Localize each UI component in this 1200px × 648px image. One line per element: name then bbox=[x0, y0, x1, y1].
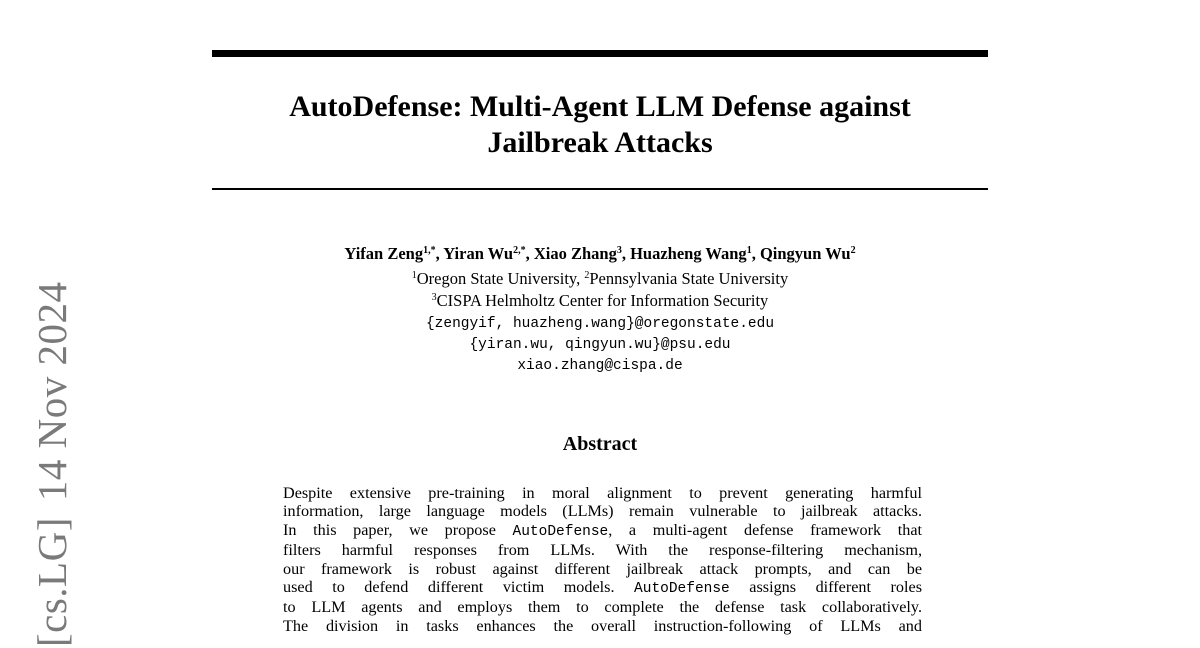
affiliation-cispa: CISPA Helmholtz Center for Information Security bbox=[436, 291, 769, 310]
system-name-code: AutoDefense bbox=[512, 523, 609, 540]
author-affiliation-marker: 1 bbox=[746, 245, 752, 256]
abstract-line: used to defend different victim models. AutoDefense assigns different roles bbox=[283, 578, 922, 598]
author-affiliation-marker: 1,* bbox=[423, 245, 436, 256]
arxiv-category: [cs.LG] bbox=[29, 517, 75, 647]
author-email: xiao.zhang@cispa.de bbox=[517, 358, 683, 374]
arxiv-identifier-stamp bbox=[28, 282, 76, 647]
paper-title-line-1: AutoDefense: Multi-Agent LLM Defense against bbox=[289, 90, 911, 123]
author-affiliation-marker: 2 bbox=[850, 245, 856, 256]
author-list: Yifan Zeng$^{1,*}$, Yiran $Wu^{2,*}$, Xiao Zhang$^3$, Huazheng Wang$^1$, Qingyun Wu$^2$ bbox=[344, 244, 856, 263]
abstract-line: our framework is robust against different jailbreak attack prompts, and can be bbox=[283, 559, 922, 578]
author-name: Xiao Zhang bbox=[533, 244, 617, 263]
author-name: Qingyun Wu bbox=[759, 244, 851, 263]
affiliation-marker: 2 bbox=[584, 270, 590, 281]
abstract-line: filters harmful responses from LLMs. With the response-filtering mechanism, bbox=[283, 541, 922, 560]
title-bottom-rule bbox=[212, 188, 988, 190]
affiliation-penn-state: Pennsylvania State University bbox=[589, 269, 789, 288]
abstract-line: Despite extensive pre-training in moral alignment to prevent generating harmful bbox=[283, 484, 922, 502]
abstract-line: information, large language models (LLMs) remain vulnerable to jailbreak attacks. bbox=[283, 502, 922, 521]
affiliation-line-1 bbox=[212, 269, 988, 289]
arxiv-date: 14 Nov 2024 bbox=[29, 281, 75, 502]
author-email: {zengyif, huazheng.wang}@oregonstate.edu bbox=[425, 316, 775, 332]
author-email: {yiran.wu, qingyun.wu}@psu.edu bbox=[469, 337, 731, 353]
system-name-code: AutoDefense bbox=[634, 581, 730, 598]
paper-title bbox=[212, 89, 988, 161]
paper-title-line-2: Jailbreak Attacks bbox=[487, 126, 713, 159]
author-name: Yifan Zeng bbox=[344, 244, 424, 263]
title-top-rule bbox=[212, 50, 988, 57]
affiliation-line-2 bbox=[212, 291, 988, 311]
author-name: Huazheng Wang bbox=[630, 244, 747, 263]
abstract-body bbox=[283, 484, 922, 635]
affiliation-marker: 1 bbox=[411, 270, 417, 281]
abstract-line: to LLM agents and employs them to complete the defense task collaboratively. bbox=[283, 598, 922, 617]
affiliation-oregon: Oregon State University, bbox=[416, 269, 585, 288]
author-name: Yiran Wu bbox=[443, 244, 514, 263]
author-affiliation-marker: 3 bbox=[616, 245, 622, 256]
abstract-heading: Abstract bbox=[562, 433, 638, 455]
affiliation-marker: 3 bbox=[431, 292, 437, 303]
author-affiliation-marker: 2,* bbox=[513, 245, 526, 256]
abstract-line: The division in tasks enhances the overall instruction-following of LLMs and bbox=[283, 616, 922, 635]
abstract-line: In this paper, we propose AutoDefense, a multi-agent defense framework that bbox=[283, 520, 922, 540]
